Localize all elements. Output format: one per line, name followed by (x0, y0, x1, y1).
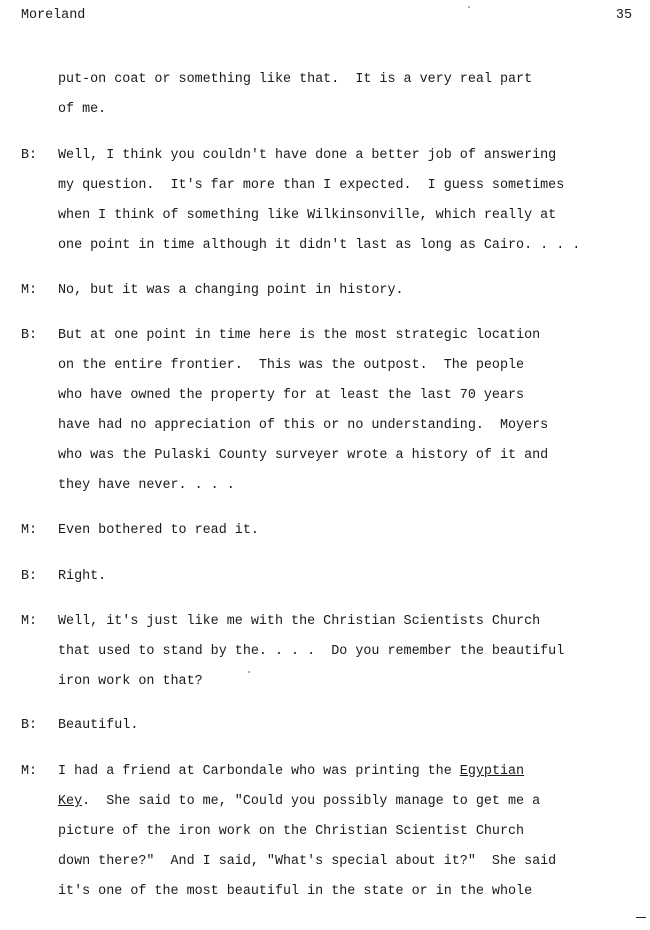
transcript-line: my question. It's far more than I expected. I guess sometimes (58, 178, 565, 193)
transcript-line: Right. (58, 569, 107, 584)
transcript-line: Well, I think you couldn't have done a better job of answering (58, 148, 557, 163)
speaker-label: M: (21, 523, 38, 538)
speaker-label: M: (21, 283, 38, 298)
transcript-text: . She said to me, "Could you possibly manage to get me a (82, 794, 541, 809)
scan-speck (248, 671, 250, 673)
transcript-line: Beautiful. (58, 718, 139, 733)
transcript-line: one point in time although it didn't last as long as Cairo. . . . (58, 238, 581, 253)
speaker-label: M: (21, 614, 38, 629)
transcript-line: they have never. . . . (58, 478, 235, 493)
transcript-line: it's one of the most beautiful in the state or in the whole (58, 884, 533, 899)
transcript-line: who was the Pulaski County surveyer wrote a history of it and (58, 448, 549, 463)
publication-title: Key (58, 794, 83, 809)
scan-speck (468, 6, 470, 8)
speaker-label: B: (21, 718, 38, 733)
transcript-line: down there?" And I said, "What's special about it?" She said (58, 854, 557, 869)
scan-edge-mark (636, 917, 646, 918)
transcript-line (58, 764, 524, 780)
transcript-line: have had no appreciation of this or no understanding. Moyers (58, 418, 549, 433)
transcript-line: picture of the iron work on the Christian Scientist Church (58, 824, 525, 839)
transcript-line: of me. (58, 102, 107, 117)
speaker-label: M: (21, 764, 38, 779)
transcript-line: Even bothered to read it. (58, 523, 259, 538)
speaker-label: B: (21, 569, 38, 584)
speaker-label: B: (21, 328, 38, 343)
transcript-line: that used to stand by the. . . . Do you remember the beautiful (58, 644, 565, 659)
speaker-label: B: (21, 148, 38, 163)
transcript-line: on the entire frontier. This was the outpost. The people (58, 358, 525, 373)
transcript-text: I had a friend at Carbondale who was printing the (58, 764, 460, 779)
transcript-line: But at one point in time here is the most strategic location (58, 328, 541, 343)
publication-title: Egyptian (459, 764, 525, 779)
transcript-line: No, but it was a changing point in history. (58, 283, 404, 298)
transcript-line: when I think of something like Wilkinsonville, which really at (58, 208, 557, 223)
transcript-line: who have owned the property for at least the last 70 years (58, 388, 525, 403)
transcript-line: put-on coat or something like that. It is a very real part (58, 72, 533, 87)
page-number: 35 (615, 8, 632, 23)
transcript-line: Well, it's just like me with the Christian Scientists Church (58, 614, 541, 629)
transcript-line: iron work on that? (58, 674, 203, 689)
page-header-name: Moreland (21, 8, 86, 23)
transcript-line (58, 794, 540, 810)
